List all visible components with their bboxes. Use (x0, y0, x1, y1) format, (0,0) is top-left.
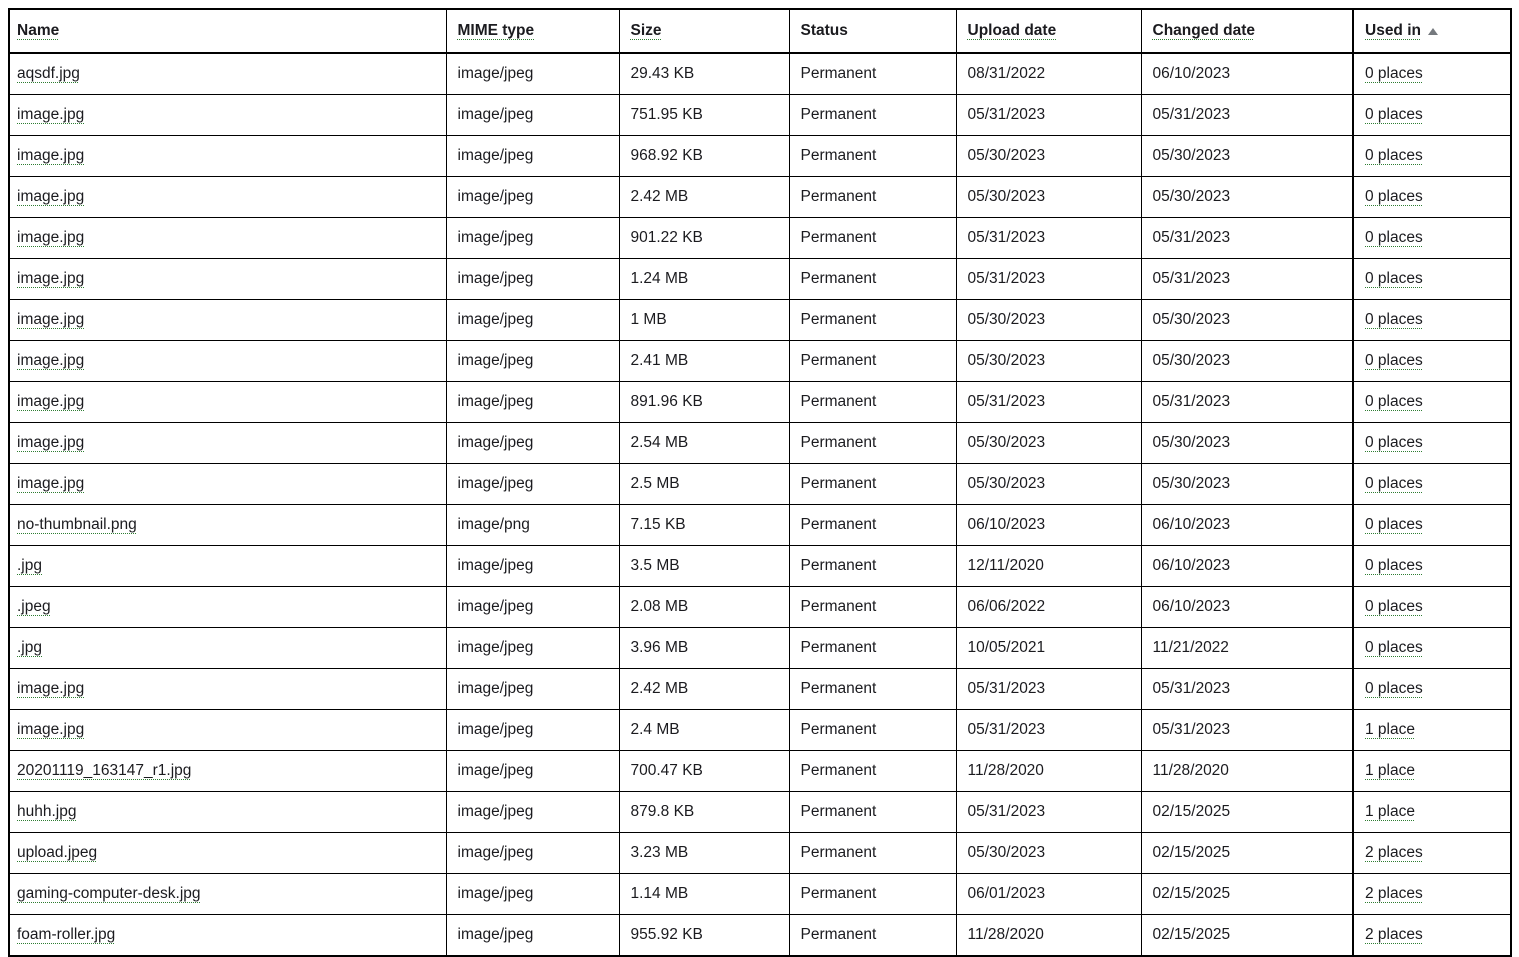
table-header-row (9, 9, 1511, 53)
table-row (9, 669, 1511, 710)
media-name-link[interactable]: foam-roller.jpg (17, 926, 116, 943)
size-cell: 968.92 KB (619, 136, 789, 177)
changed-cell: 05/31/2023 (1141, 669, 1353, 710)
uploaded-cell: 05/30/2023 (956, 423, 1141, 464)
usage-count-link[interactable]: 0 places (1365, 475, 1423, 492)
used-in-cell (1353, 423, 1511, 464)
name-cell (9, 710, 446, 751)
uploaded-cell: 06/06/2022 (956, 587, 1141, 628)
used-in-cell (1353, 53, 1511, 95)
name-cell (9, 218, 446, 259)
sort-link-size[interactable]: Size (630, 22, 662, 39)
uploaded-cell: 08/31/2022 (956, 53, 1141, 95)
media-name-link[interactable]: image.jpg (17, 106, 85, 123)
usage-count-link[interactable]: 0 places (1365, 434, 1423, 451)
name-cell (9, 95, 446, 136)
size-cell: 2.5 MB (619, 464, 789, 505)
media-files-table (8, 8, 1512, 957)
mime-cell: image/jpeg (446, 710, 619, 751)
usage-count-link[interactable]: 0 places (1365, 65, 1423, 82)
table-row (9, 505, 1511, 546)
status-cell: Permanent (789, 300, 956, 341)
table-row (9, 874, 1511, 915)
uploaded-cell: 05/30/2023 (956, 341, 1141, 382)
changed-cell: 06/10/2023 (1141, 587, 1353, 628)
column-header-mime (446, 9, 619, 53)
sort-link-uploaded[interactable]: Upload date (967, 22, 1057, 39)
changed-cell: 05/30/2023 (1141, 300, 1353, 341)
uploaded-cell: 06/01/2023 (956, 874, 1141, 915)
size-cell: 1 MB (619, 300, 789, 341)
mime-cell: image/jpeg (446, 833, 619, 874)
media-name-link[interactable]: image.jpg (17, 311, 85, 328)
changed-cell: 05/31/2023 (1141, 259, 1353, 300)
uploaded-cell: 05/31/2023 (956, 259, 1141, 300)
status-cell: Permanent (789, 710, 956, 751)
usage-count-link[interactable]: 0 places (1365, 147, 1423, 164)
usage-count-link[interactable]: 2 places (1365, 885, 1423, 902)
column-header-uploaded (956, 9, 1141, 53)
media-name-link[interactable]: no-thumbnail.png (17, 516, 137, 533)
media-name-link[interactable]: image.jpg (17, 393, 85, 410)
media-name-link[interactable]: .jpg (17, 557, 42, 574)
usage-count-link[interactable]: 0 places (1365, 188, 1423, 205)
table-row (9, 341, 1511, 382)
media-name-link[interactable]: .jpeg (17, 598, 51, 615)
usage-count-link[interactable]: 0 places (1365, 270, 1423, 287)
size-cell: 2.41 MB (619, 341, 789, 382)
changed-cell: 06/10/2023 (1141, 546, 1353, 587)
name-cell (9, 792, 446, 833)
table-row (9, 136, 1511, 177)
sort-link-changed[interactable]: Changed date (1152, 22, 1255, 39)
name-cell (9, 751, 446, 792)
table-row (9, 628, 1511, 669)
media-name-link[interactable]: .jpg (17, 639, 42, 656)
used-in-cell (1353, 874, 1511, 915)
uploaded-cell: 05/30/2023 (956, 464, 1141, 505)
mime-cell: image/jpeg (446, 300, 619, 341)
table-row (9, 915, 1511, 957)
uploaded-cell: 05/31/2023 (956, 382, 1141, 423)
table-row (9, 95, 1511, 136)
changed-cell: 02/15/2025 (1141, 833, 1353, 874)
usage-count-link[interactable]: 0 places (1365, 311, 1423, 328)
used-in-cell (1353, 177, 1511, 218)
media-name-link[interactable]: image.jpg (17, 434, 85, 451)
size-cell: 700.47 KB (619, 751, 789, 792)
size-cell: 901.22 KB (619, 218, 789, 259)
used-in-cell (1353, 669, 1511, 710)
table-row (9, 218, 1511, 259)
used-in-cell (1353, 341, 1511, 382)
name-cell (9, 382, 446, 423)
mime-cell: image/jpeg (446, 464, 619, 505)
mime-cell: image/jpeg (446, 53, 619, 95)
column-header-changed (1141, 9, 1353, 53)
media-name-link[interactable]: image.jpg (17, 229, 85, 246)
changed-cell: 05/30/2023 (1141, 341, 1353, 382)
table-row (9, 751, 1511, 792)
used-in-cell (1353, 751, 1511, 792)
size-cell: 2.4 MB (619, 710, 789, 751)
changed-cell: 05/30/2023 (1141, 464, 1353, 505)
changed-cell: 11/21/2022 (1141, 628, 1353, 669)
column-header-name (9, 9, 446, 53)
mime-cell: image/jpeg (446, 874, 619, 915)
uploaded-cell: 05/31/2023 (956, 669, 1141, 710)
status-cell: Permanent (789, 423, 956, 464)
status-cell: Permanent (789, 587, 956, 628)
changed-cell: 02/15/2025 (1141, 915, 1353, 957)
used-in-cell (1353, 95, 1511, 136)
status-cell: Permanent (789, 464, 956, 505)
name-cell (9, 464, 446, 505)
media-name-link[interactable]: image.jpg (17, 680, 85, 697)
uploaded-cell: 11/28/2020 (956, 915, 1141, 957)
usage-count-link[interactable]: 0 places (1365, 229, 1423, 246)
table-row (9, 423, 1511, 464)
used-in-cell (1353, 546, 1511, 587)
used-in-cell (1353, 136, 1511, 177)
column-header-used_in (1353, 9, 1511, 53)
changed-cell: 05/31/2023 (1141, 95, 1353, 136)
changed-cell: 05/31/2023 (1141, 218, 1353, 259)
media-name-link[interactable]: image.jpg (17, 721, 85, 738)
changed-cell: 02/15/2025 (1141, 874, 1353, 915)
mime-cell: image/jpeg (446, 587, 619, 628)
uploaded-cell: 05/31/2023 (956, 792, 1141, 833)
status-cell: Permanent (789, 915, 956, 957)
name-cell (9, 915, 446, 957)
table-row (9, 792, 1511, 833)
table-row (9, 177, 1511, 218)
name-cell (9, 259, 446, 300)
usage-count-link[interactable]: 0 places (1365, 680, 1423, 697)
used-in-cell (1353, 382, 1511, 423)
size-cell: 3.96 MB (619, 628, 789, 669)
uploaded-cell: 10/05/2021 (956, 628, 1141, 669)
status-cell: Permanent (789, 259, 956, 300)
status-cell: Permanent (789, 505, 956, 546)
media-name-link[interactable]: image.jpg (17, 352, 85, 369)
status-cell: Permanent (789, 136, 956, 177)
sort-link-name[interactable]: Name (17, 22, 60, 39)
uploaded-cell: 05/31/2023 (956, 218, 1141, 259)
name-cell (9, 136, 446, 177)
changed-cell: 02/15/2025 (1141, 792, 1353, 833)
media-name-link[interactable]: image.jpg (17, 475, 85, 492)
table-header (9, 9, 1511, 53)
status-cell: Permanent (789, 792, 956, 833)
table-row (9, 259, 1511, 300)
name-cell (9, 546, 446, 587)
name-cell (9, 628, 446, 669)
size-cell: 955.92 KB (619, 915, 789, 957)
mime-cell: image/jpeg (446, 628, 619, 669)
mime-cell: image/jpeg (446, 177, 619, 218)
mime-cell: image/jpeg (446, 341, 619, 382)
status-cell: Permanent (789, 833, 956, 874)
table-row (9, 587, 1511, 628)
usage-count-link[interactable]: 0 places (1365, 639, 1423, 656)
name-cell (9, 423, 446, 464)
usage-count-link[interactable]: 0 places (1365, 598, 1423, 615)
usage-count-link[interactable]: 1 place (1365, 762, 1415, 779)
uploaded-cell: 11/28/2020 (956, 751, 1141, 792)
status-cell: Permanent (789, 874, 956, 915)
usage-count-link[interactable]: 2 places (1365, 844, 1423, 861)
sort-link-used_in[interactable]: Used in (1365, 22, 1421, 39)
changed-cell: 05/31/2023 (1141, 710, 1353, 751)
table-row (9, 833, 1511, 874)
media-name-link[interactable]: huhh.jpg (17, 803, 77, 820)
size-cell: 1.14 MB (619, 874, 789, 915)
mime-cell: image/jpeg (446, 382, 619, 423)
size-cell: 2.54 MB (619, 423, 789, 464)
status-cell: Permanent (789, 546, 956, 587)
used-in-cell (1353, 628, 1511, 669)
status-cell: Permanent (789, 177, 956, 218)
size-cell: 2.08 MB (619, 587, 789, 628)
media-name-link[interactable]: upload.jpeg (17, 844, 98, 861)
used-in-cell (1353, 300, 1511, 341)
changed-cell: 06/10/2023 (1141, 53, 1353, 95)
status-cell: Permanent (789, 628, 956, 669)
table-body (9, 53, 1511, 956)
used-in-cell (1353, 259, 1511, 300)
usage-count-link[interactable]: 0 places (1365, 352, 1423, 369)
table-row (9, 382, 1511, 423)
usage-count-link[interactable]: 0 places (1365, 557, 1423, 574)
usage-count-link[interactable]: 1 place (1365, 803, 1415, 820)
mime-cell: image/jpeg (446, 546, 619, 587)
uploaded-cell: 05/31/2023 (956, 710, 1141, 751)
usage-count-link[interactable]: 0 places (1365, 106, 1423, 123)
size-cell: 3.23 MB (619, 833, 789, 874)
uploaded-cell: 05/30/2023 (956, 177, 1141, 218)
used-in-cell (1353, 915, 1511, 957)
mime-cell: image/jpeg (446, 218, 619, 259)
size-cell: 3.5 MB (619, 546, 789, 587)
name-cell (9, 341, 446, 382)
sort-ascending-icon (1428, 28, 1438, 35)
name-cell (9, 669, 446, 710)
uploaded-cell: 06/10/2023 (956, 505, 1141, 546)
size-cell: 891.96 KB (619, 382, 789, 423)
size-cell: 29.43 KB (619, 53, 789, 95)
mime-cell: image/jpeg (446, 95, 619, 136)
name-cell (9, 300, 446, 341)
media-name-link[interactable]: image.jpg (17, 270, 85, 287)
uploaded-cell: 05/30/2023 (956, 300, 1141, 341)
mime-cell: image/jpeg (446, 423, 619, 464)
table-row (9, 300, 1511, 341)
changed-cell: 06/10/2023 (1141, 505, 1353, 546)
used-in-cell (1353, 833, 1511, 874)
status-cell: Permanent (789, 218, 956, 259)
usage-count-link[interactable]: 1 place (1365, 721, 1415, 738)
media-name-link[interactable]: aqsdf.jpg (17, 65, 80, 82)
size-cell: 7.15 KB (619, 505, 789, 546)
changed-cell: 05/30/2023 (1141, 136, 1353, 177)
size-cell: 2.42 MB (619, 669, 789, 710)
used-in-cell (1353, 710, 1511, 751)
column-header-status (789, 9, 956, 53)
name-cell (9, 177, 446, 218)
mime-cell: image/jpeg (446, 751, 619, 792)
usage-count-link[interactable]: 2 places (1365, 926, 1423, 943)
mime-cell: image/jpeg (446, 915, 619, 957)
status-cell: Permanent (789, 53, 956, 95)
sort-link-mime[interactable]: MIME type (457, 22, 535, 39)
usage-count-link[interactable]: 0 places (1365, 516, 1423, 533)
name-cell (9, 874, 446, 915)
uploaded-cell: 05/30/2023 (956, 833, 1141, 874)
table-row (9, 710, 1511, 751)
changed-cell: 05/31/2023 (1141, 382, 1353, 423)
changed-cell: 05/30/2023 (1141, 423, 1353, 464)
table-row (9, 53, 1511, 95)
changed-cell: 11/28/2020 (1141, 751, 1353, 792)
name-cell (9, 833, 446, 874)
name-cell (9, 53, 446, 95)
size-cell: 1.24 MB (619, 259, 789, 300)
table-row (9, 546, 1511, 587)
used-in-cell (1353, 464, 1511, 505)
uploaded-cell: 05/30/2023 (956, 136, 1141, 177)
uploaded-cell: 12/11/2020 (956, 546, 1141, 587)
mime-cell: image/jpeg (446, 136, 619, 177)
size-cell: 751.95 KB (619, 95, 789, 136)
column-header-size (619, 9, 789, 53)
usage-count-link[interactable]: 0 places (1365, 393, 1423, 410)
status-cell: Permanent (789, 95, 956, 136)
mime-cell: image/png (446, 505, 619, 546)
media-name-link[interactable]: image.jpg (17, 147, 85, 164)
used-in-cell (1353, 587, 1511, 628)
status-cell: Permanent (789, 669, 956, 710)
size-cell: 2.42 MB (619, 177, 789, 218)
mime-cell: image/jpeg (446, 259, 619, 300)
used-in-cell (1353, 505, 1511, 546)
mime-cell: image/jpeg (446, 669, 619, 710)
used-in-cell (1353, 792, 1511, 833)
column-label-status: Status (800, 22, 848, 39)
name-cell (9, 505, 446, 546)
status-cell: Permanent (789, 341, 956, 382)
media-name-link[interactable]: 20201119_163147_r1.jpg (17, 762, 192, 779)
table-row (9, 464, 1511, 505)
name-cell (9, 587, 446, 628)
changed-cell: 05/30/2023 (1141, 177, 1353, 218)
media-name-link[interactable]: image.jpg (17, 188, 85, 205)
media-name-link[interactable]: gaming-computer-desk.jpg (17, 885, 201, 902)
mime-cell: image/jpeg (446, 792, 619, 833)
status-cell: Permanent (789, 751, 956, 792)
status-cell: Permanent (789, 382, 956, 423)
uploaded-cell: 05/31/2023 (956, 95, 1141, 136)
used-in-cell (1353, 218, 1511, 259)
size-cell: 879.8 KB (619, 792, 789, 833)
